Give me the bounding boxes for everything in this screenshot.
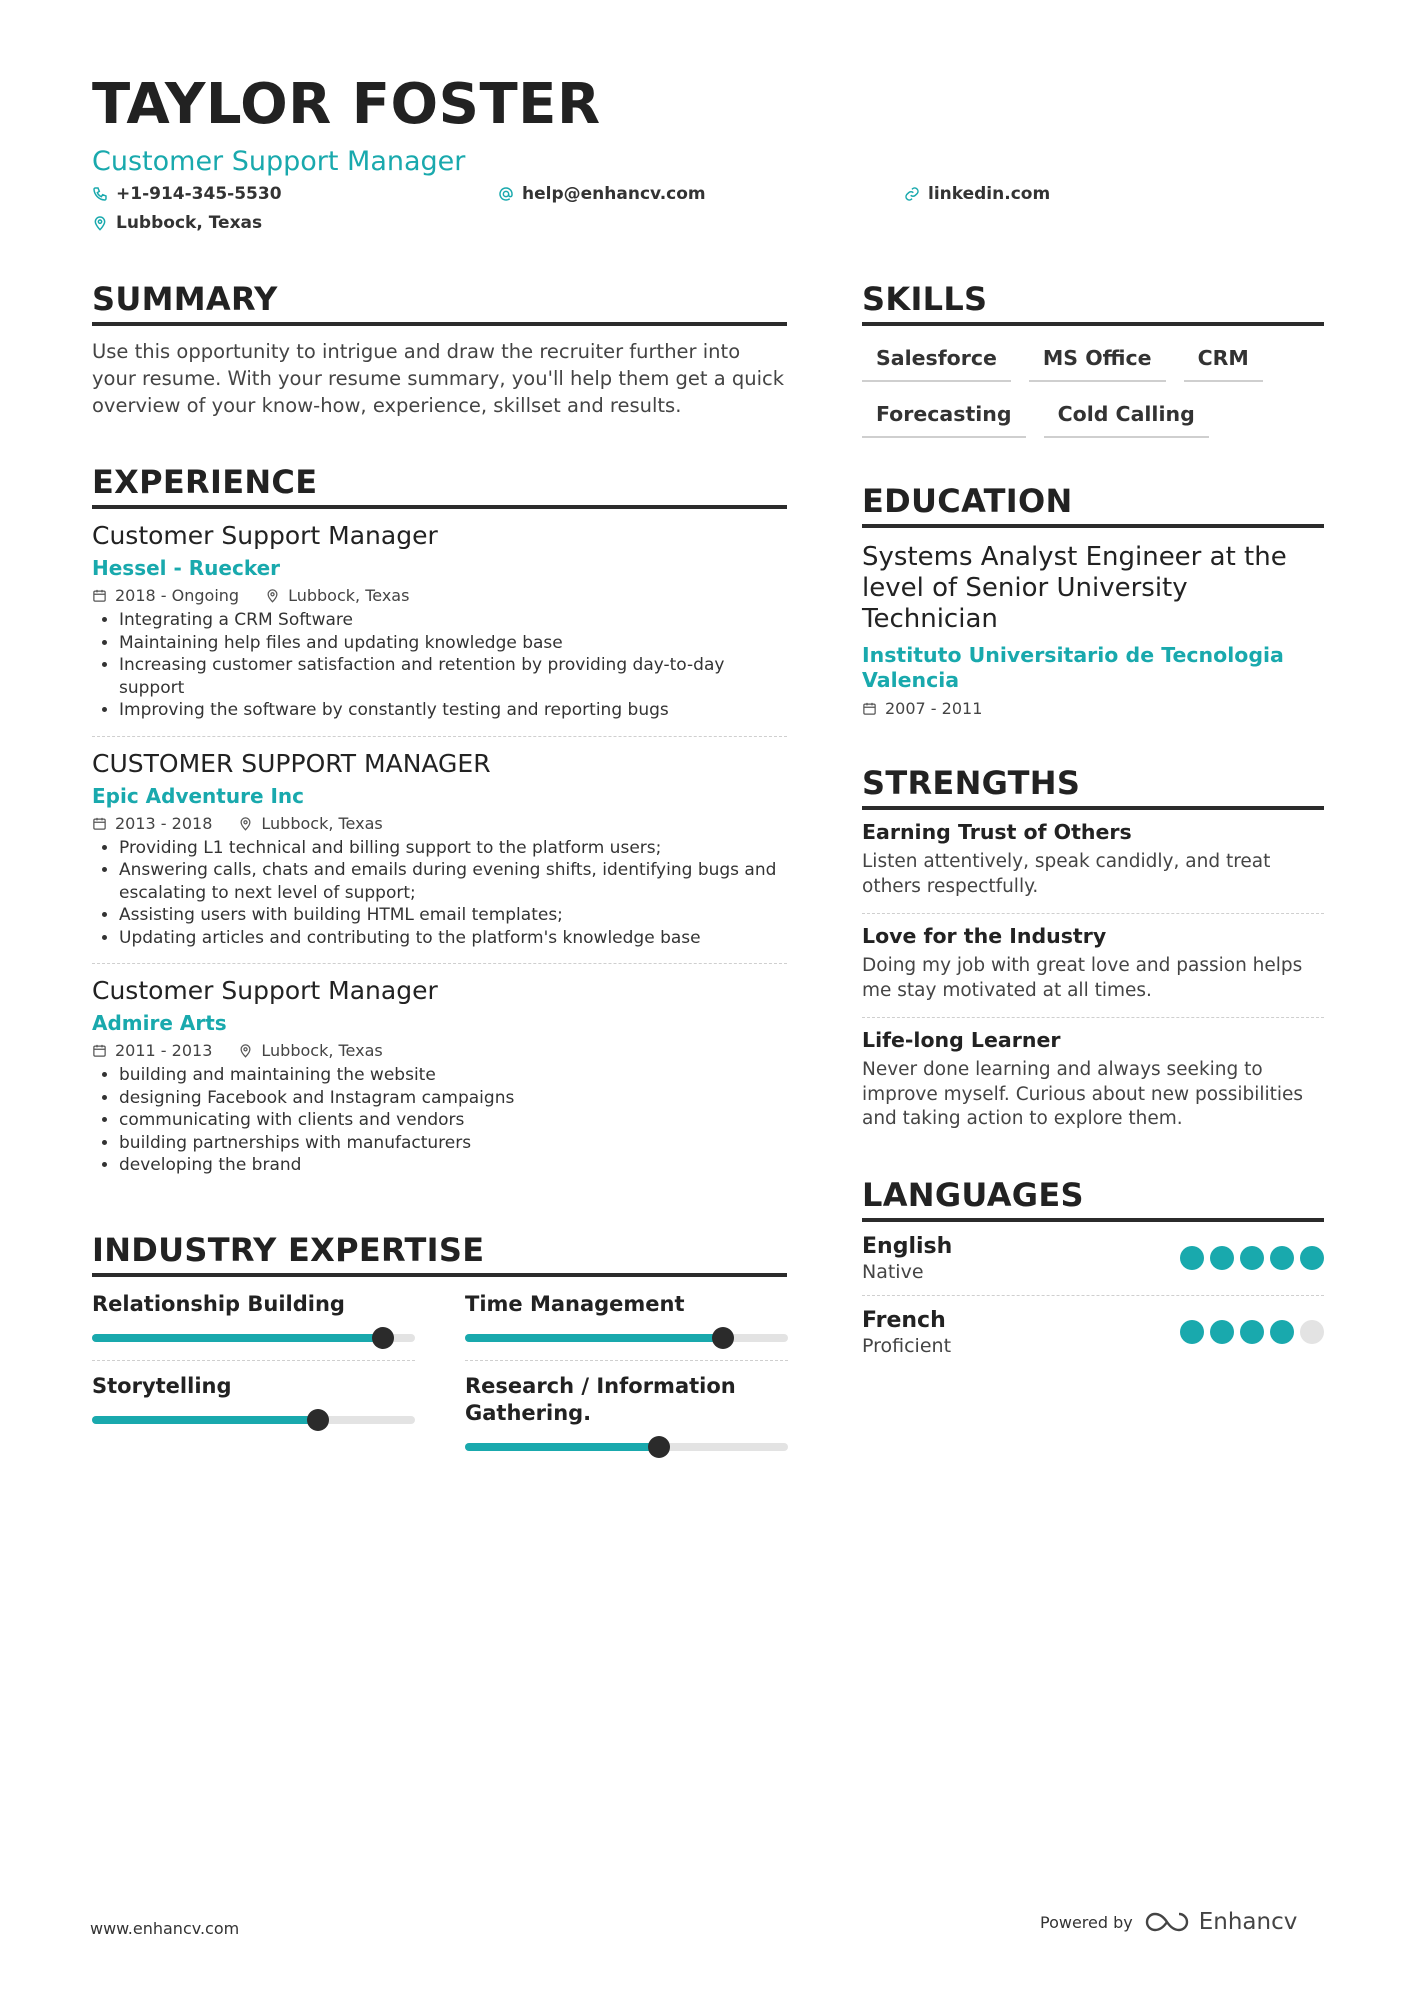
calendar-icon <box>862 701 877 716</box>
skill-tag: Forecasting <box>862 398 1026 438</box>
job-location <box>265 586 409 605</box>
language-name: English <box>862 1233 953 1259</box>
expertise-label: Time Management <box>465 1291 685 1316</box>
education-degree: Systems Analyst Engineer at the level of Senior University Technician <box>862 542 1287 634</box>
education-heading: EDUCATION <box>862 482 1324 528</box>
brand-logo <box>1145 1909 1298 1935</box>
language-info <box>862 1308 951 1357</box>
job-bullet: • Increasing customer satisfaction and retention by providing day-to-day support <box>119 654 787 699</box>
job-bullet: • designing Facebook and Instagram campaigns <box>119 1087 787 1110</box>
job-dates-text: 2011 - 2013 <box>115 1041 213 1060</box>
strength-desc: Doing my job with great love and passion helps me stay motivated at all times. <box>862 955 1303 1001</box>
location-pin-icon <box>92 215 108 231</box>
job-bullets <box>92 1064 787 1177</box>
job-company[interactable]: Admire Arts <box>92 1011 227 1035</box>
rating-dot <box>1240 1320 1264 1344</box>
education-school: Instituto Universitario de Tecnologia Valencia <box>862 643 1284 692</box>
job-bullet: • building and maintaining the website <box>119 1064 787 1087</box>
skill-tag: Cold Calling <box>1044 398 1209 438</box>
rating-dot <box>1180 1320 1204 1344</box>
skill-tag: CRM <box>1184 342 1263 382</box>
job-bullet: • communicating with clients and vendors <box>119 1109 787 1132</box>
left-column <box>92 280 787 1481</box>
contact-linkedin[interactable] <box>904 184 1050 204</box>
job-dates-text: 2013 - 2018 <box>115 813 213 833</box>
language-row <box>862 1222 1324 1296</box>
experience-heading: EXPERIENCE <box>92 463 787 509</box>
expertise-item <box>465 1291 788 1361</box>
enhancv-logo-icon <box>1145 1910 1191 1934</box>
expertise-item <box>92 1291 415 1361</box>
contact-location <box>92 213 262 233</box>
languages-list <box>862 1222 1324 1369</box>
job-bullet: • Maintaining help files and updating knowledge base <box>119 632 787 655</box>
job-dates <box>92 814 212 833</box>
expertise-item <box>92 1373 415 1469</box>
language-row <box>862 1296 1324 1369</box>
expertise-bar-knob <box>648 1436 670 1458</box>
expertise-bar-knob <box>712 1327 734 1349</box>
language-level: Native <box>862 1260 924 1283</box>
strengths-heading: STRENGTHS <box>862 764 1324 810</box>
expertise-bar-fill <box>465 1334 723 1342</box>
right-column <box>862 280 1324 1369</box>
phone-text: +1-914-345-5530 <box>116 184 282 204</box>
rating-dot <box>1210 1320 1234 1344</box>
rating-dot <box>1300 1246 1324 1270</box>
job-location-text: Lubbock, Texas <box>261 813 383 833</box>
expertise-bar-knob <box>372 1327 394 1349</box>
brand-name: Enhancv <box>1198 1909 1298 1935</box>
job-bullets <box>92 609 787 722</box>
job-title: Customer Support Manager <box>92 521 438 550</box>
summary-heading: SUMMARY <box>92 280 787 326</box>
location-pin-icon <box>238 816 253 831</box>
strength-title: Love for the Industry <box>862 924 1107 948</box>
expertise-bar <box>465 1334 788 1342</box>
job-entry <box>92 976 787 1191</box>
job-meta <box>92 1041 787 1060</box>
job-location <box>238 1041 382 1060</box>
powered-by-label: Powered by <box>1040 1912 1133 1932</box>
skill-tag: MS Office <box>1029 342 1166 382</box>
job-company[interactable]: Hessel - Ruecker <box>92 556 281 580</box>
expertise-bar <box>465 1443 788 1451</box>
job-location-text: Lubbock, Texas <box>288 586 410 605</box>
skill-tag: Salesforce <box>862 342 1011 382</box>
job-bullet: • Assisting users with building HTML email templates; <box>119 904 787 927</box>
experience-list <box>92 521 787 1191</box>
expertise-bar-fill <box>92 1334 383 1342</box>
expertise-bar <box>92 1416 415 1424</box>
job-bullets <box>92 837 787 950</box>
expertise-item <box>465 1373 788 1469</box>
candidate-name: TAYLOR FOSTER <box>92 72 601 137</box>
expertise-heading: INDUSTRY EXPERTISE <box>92 1231 787 1277</box>
expertise-label: Relationship Building <box>92 1291 345 1316</box>
job-bullet: • Improving the software by constantly testing and reporting bugs <box>119 699 787 722</box>
job-company[interactable]: Epic Adventure Inc <box>92 783 305 808</box>
calendar-icon <box>92 1043 107 1058</box>
rating-dot <box>1270 1246 1294 1270</box>
phone-icon <box>92 186 108 202</box>
rating-dot <box>1270 1320 1294 1344</box>
linkedin-text: linkedin.com <box>928 184 1051 204</box>
job-bullet: • Updating articles and contributing to the platform's knowledge base <box>119 927 787 950</box>
link-icon <box>904 186 920 202</box>
language-level: Proficient <box>862 1334 952 1357</box>
strength-item <box>862 1028 1324 1146</box>
job-dates <box>92 1041 212 1060</box>
expertise-bar-fill <box>92 1416 318 1424</box>
job-meta <box>92 814 787 833</box>
summary-text: Use this opportunity to intrigue and draw the recruiter further into your resume. With your resume summary, you'll help them get a quick overview of your know-how, experience, skillset and results. <box>92 340 785 417</box>
email-text: help@enhancv.com <box>522 184 706 204</box>
at-icon <box>498 186 514 202</box>
strength-desc: Never done learning and always seeking to improve myself. Curious about new possibilities and taking action to explore them. <box>862 1059 1304 1129</box>
skills-list <box>862 342 1324 438</box>
strength-item <box>862 820 1324 914</box>
calendar-icon <box>92 816 107 831</box>
rating-dot <box>1210 1246 1234 1270</box>
job-entry <box>92 521 787 737</box>
rating-dot <box>1240 1246 1264 1270</box>
job-title: CUSTOMER SUPPORT MANAGER <box>92 748 491 778</box>
language-name: French <box>862 1307 946 1333</box>
job-meta <box>92 586 787 605</box>
job-entry <box>92 749 787 965</box>
strength-title: Earning Trust of Others <box>862 820 1132 844</box>
job-title: Customer Support Manager <box>92 976 438 1005</box>
education-meta <box>862 699 1324 718</box>
job-bullet: • Integrating a CRM Software <box>119 609 787 632</box>
education-dates: 2007 - 2011 <box>885 699 983 718</box>
strength-title: Life-long Learner <box>862 1028 1061 1052</box>
job-location-text: Lubbock, Texas <box>261 1041 383 1060</box>
strength-item <box>862 924 1324 1018</box>
candidate-title: Customer Support Manager <box>92 146 466 177</box>
contact-email[interactable] <box>498 184 706 204</box>
expertise-bar-knob <box>307 1409 329 1431</box>
job-bullet: • Providing L1 technical and billing support to the platform users; <box>119 837 787 860</box>
rating-dot <box>1180 1246 1204 1270</box>
language-info <box>862 1234 952 1283</box>
expertise-bar <box>92 1334 415 1342</box>
expertise-bar-fill <box>465 1443 659 1451</box>
strengths-list <box>862 820 1324 1146</box>
job-bullet: • building partnerships with manufacturers <box>119 1132 787 1155</box>
strength-desc: Listen attentively, speak candidly, and treat others respectfully. <box>862 851 1271 897</box>
rating-dot <box>1300 1320 1324 1344</box>
footer-website[interactable]: www.enhancv.com <box>90 1919 240 1938</box>
languages-heading: LANGUAGES <box>862 1176 1324 1222</box>
job-location <box>238 814 382 833</box>
skills-heading: SKILLS <box>862 280 1324 326</box>
job-bullet: • developing the brand <box>119 1154 787 1177</box>
language-rating <box>1180 1246 1324 1270</box>
location-pin-icon <box>265 588 280 603</box>
contact-phone <box>92 184 282 204</box>
location-text: Lubbock, Texas <box>116 213 263 233</box>
expertise-label: Research / Information Gathering. <box>465 1373 736 1425</box>
job-dates-text: 2018 - Ongoing <box>115 586 240 605</box>
language-rating <box>1180 1320 1324 1344</box>
footer-powered <box>1040 1909 1297 1935</box>
location-pin-icon <box>238 1043 253 1058</box>
expertise-label: Storytelling <box>92 1373 232 1398</box>
job-bullet: • Answering calls, chats and emails during evening shifts, identifying bugs and escalating to next level of support; <box>119 859 787 904</box>
job-dates <box>92 586 239 605</box>
expertise-grid <box>92 1291 787 1481</box>
calendar-icon <box>92 588 107 603</box>
